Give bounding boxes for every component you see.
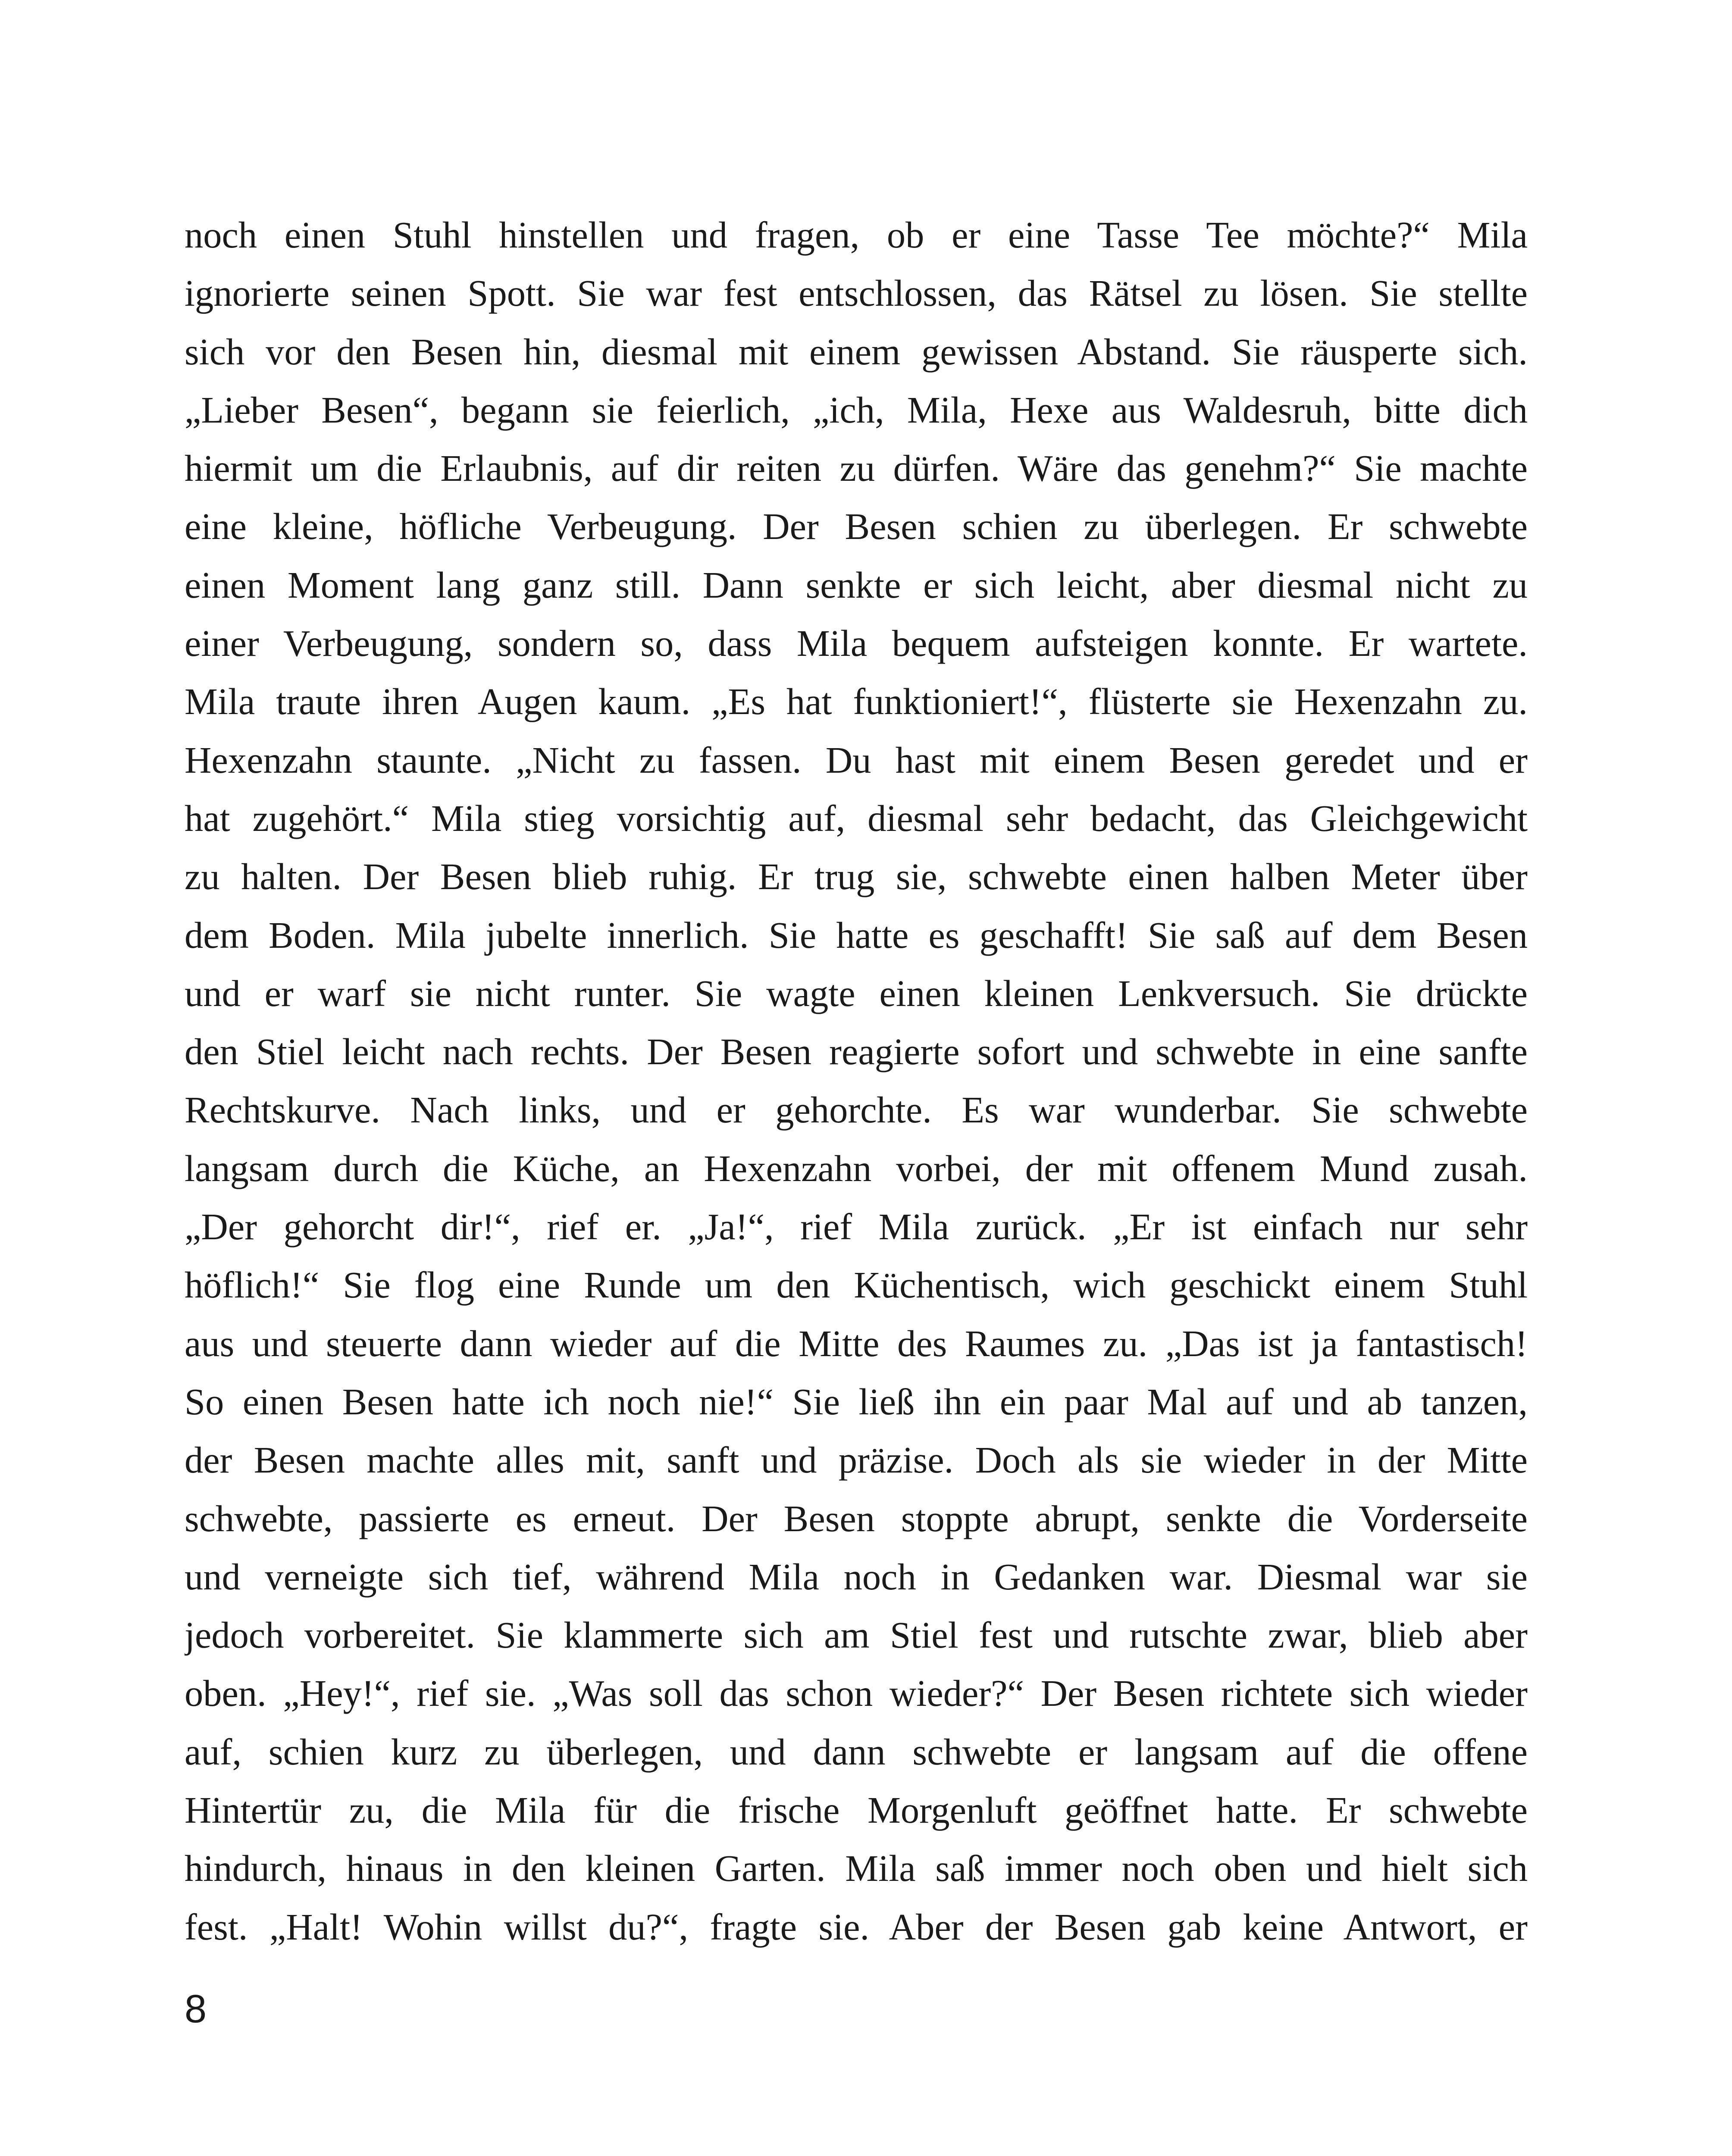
- text-line: Mila traute ihren Augen kaum. „Es hat funktioniert!“, flüsterte sie Hexenzahn zu.: [185, 681, 1528, 723]
- body-text: [185, 206, 1528, 1956]
- text-line: hindurch, hinaus in den kleinen Garten. Mila saß immer noch oben und hielt sich: [185, 1848, 1528, 1890]
- text-line: hiermit um die Erlaubnis, auf dir reiten zu dürfen. Wäre das genehm?“ Sie machte: [185, 448, 1528, 489]
- text-line: So einen Besen hatte ich noch nie!“ Sie ließ ihn ein paar Mal auf und ab tanzen,: [185, 1381, 1528, 1423]
- text-line: und er warf sie nicht runter. Sie wagte einen kleinen Lenkversuch. Sie drückte: [185, 972, 1528, 1014]
- text-line: schwebte, passierte es erneut. Der Besen stoppte abrupt, senkte die Vorderseite: [185, 1498, 1528, 1539]
- text-line: oben. „Hey!“, rief sie. „Was soll das schon wieder?“ Der Besen richtete sich wieder: [185, 1673, 1528, 1714]
- text-line: dem Boden. Mila jubelte innerlich. Sie hatte es geschafft! Sie saß auf dem Besen: [185, 914, 1528, 956]
- text-line: Hexenzahn staunte. „Nicht zu fassen. Du hast mit einem Besen geredet und er: [185, 739, 1528, 781]
- text-line: auf, schien kurz zu überlegen, und dann schwebte er langsam auf die offene: [185, 1731, 1528, 1773]
- page-number: 8: [185, 1987, 207, 2031]
- text-line: höflich!“ Sie flog eine Runde um den Küchentisch, wich geschickt einem Stuhl: [185, 1264, 1528, 1306]
- text-line: sich vor den Besen hin, diesmal mit einem gewissen Abstand. Sie räusperte sich.: [185, 331, 1528, 373]
- text-line: noch einen Stuhl hinstellen und fragen, ob er eine Tasse Tee möchte?“ Mila: [185, 214, 1528, 256]
- text-line: einer Verbeugung, sondern so, dass Mila bequem aufsteigen konnte. Er wartete.: [185, 623, 1528, 664]
- text-line: aus und steuerte dann wieder auf die Mitte des Raumes zu. „Das ist ja fantastisch!: [185, 1322, 1528, 1364]
- text-line: ignorierte seinen Spott. Sie war fest entschlossen, das Rätsel zu lösen. Sie stellte: [185, 273, 1528, 314]
- text-line: eine kleine, höfliche Verbeugung. Der Besen schien zu überlegen. Er schwebte: [185, 506, 1528, 548]
- text-line: „Der gehorcht dir!“, rief er. „Ja!“, rief Mila zurück. „Er ist einfach nur sehr: [185, 1206, 1528, 1248]
- text-line: Rechtskurve. Nach links, und er gehorchte. Es war wunderbar. Sie schwebte: [185, 1089, 1528, 1131]
- text-line: langsam durch die Küche, an Hexenzahn vorbei, der mit offenem Mund zusah.: [185, 1147, 1528, 1189]
- text-line: einen Moment lang ganz still. Dann senkte er sich leicht, aber diesmal nicht zu: [185, 564, 1528, 606]
- text-line: fest. „Halt! Wohin willst du?“, fragte sie. Aber der Besen gab keine Antwort, er: [185, 1906, 1528, 1948]
- text-line: zu halten. Der Besen blieb ruhig. Er trug sie, schwebte einen halben Meter über: [185, 856, 1528, 898]
- text-line: Hintertür zu, die Mila für die frische Morgenluft geöffnet hatte. Er schwebte: [185, 1789, 1528, 1831]
- text-line: „Lieber Besen“, begann sie feierlich, „ich, Mila, Hexe aus Waldesruh, bitte dich: [185, 389, 1528, 431]
- text-line: jedoch vorbereitet. Sie klammerte sich am Stiel fest und rutschte zwar, blieb aber: [185, 1614, 1528, 1656]
- text-line: den Stiel leicht nach rechts. Der Besen reagierte sofort und schwebte in eine sanfte: [185, 1031, 1528, 1073]
- text-line: und verneigte sich tief, während Mila noch in Gedanken war. Diesmal war sie: [185, 1556, 1528, 1598]
- text-line: hat zugehört.“ Mila stieg vorsichtig auf, diesmal sehr bedacht, das Gleichgewicht: [185, 797, 1528, 839]
- text-line: der Besen machte alles mit, sanft und präzise. Doch als sie wieder in der Mitte: [185, 1439, 1528, 1481]
